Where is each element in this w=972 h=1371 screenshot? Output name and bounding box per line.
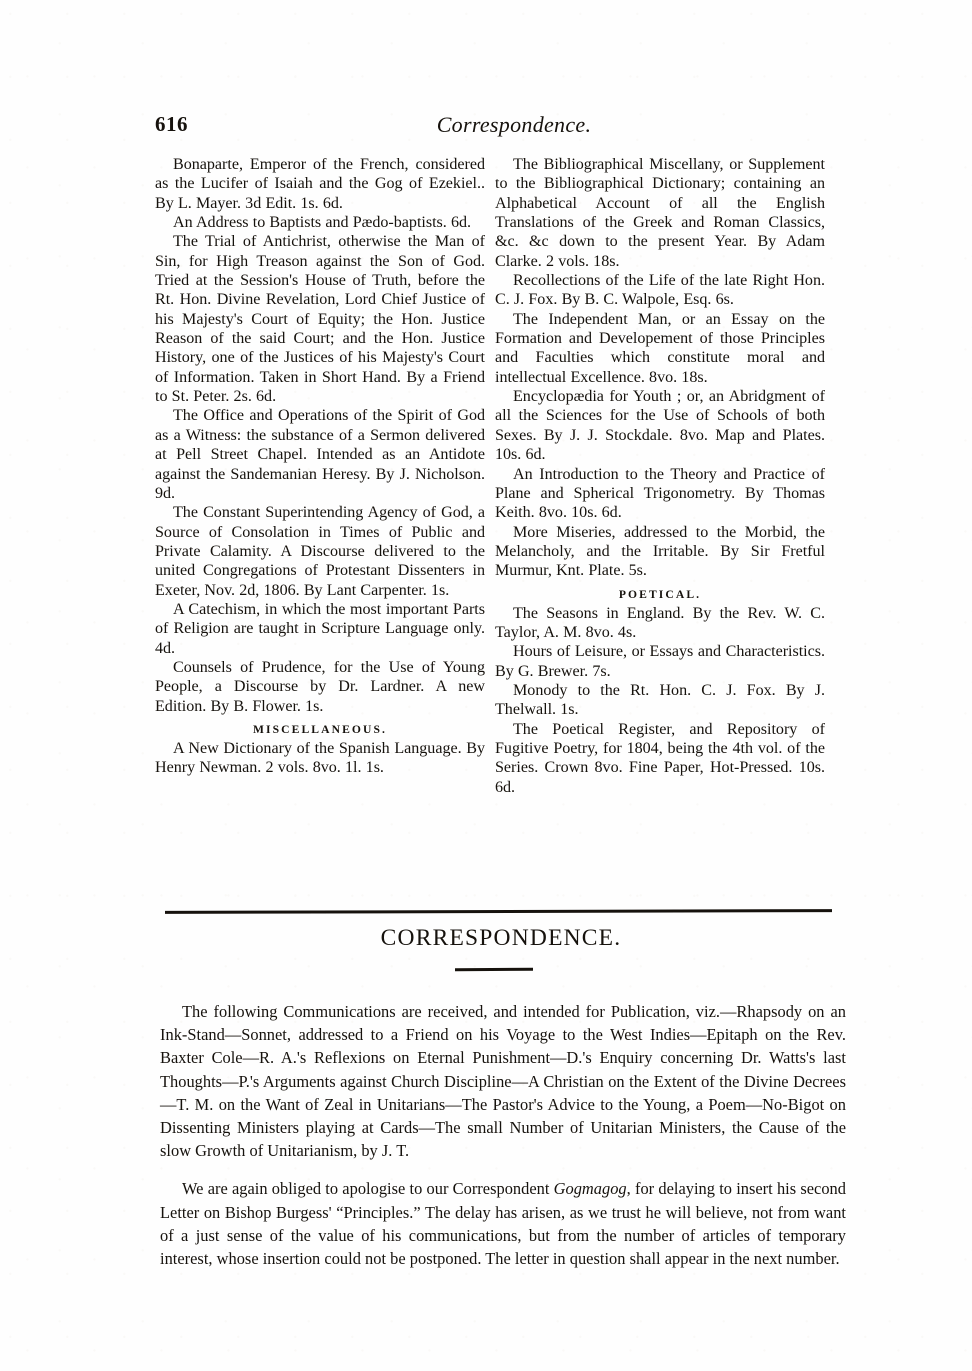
book-list-entry: Hours of Leisure, or Essays and Characteristics. By G. Brewer. 7s.	[495, 643, 825, 680]
book-list-entry: The Poetical Register, and Repository of Fugitive Poetry, for 1804, being the 4th vol. of the Series. Crown 8vo. Fine Paper, Hot-Pressed. 10s. 6d.	[495, 720, 825, 796]
book-list-entry: Encyclopædia for Youth ; or, an Abridgment of all the Sciences for the Use of Schools of both Sexes. By J. J. Stockdale. 8vo. Map and Plates. 10s. 6d.	[495, 388, 825, 464]
book-list-entry: Bonaparte, Emperor of the French, considered as the Lucifer of Isaiah and the Gog of Ezekiel.. By L. Mayer. 3d Edit. 1s. 6d.	[155, 156, 485, 212]
correspondence-body	[160, 1000, 846, 1270]
book-list-entry: An Address to Baptists and Pædo-baptists. 6d.	[173, 214, 472, 232]
running-title: Correspondence.	[436, 112, 592, 137]
book-list-entry: The Trial of Antichrist, otherwise the Man of Sin, for High Treason against the Son of God. Tried at the Session's House of Truth, before the Rt. Hon. Divine Revelation, Lord Chief Justice of his Majesty's Court of Equity; the Hon. Justice Reason of the said Court; and the Hon. Justice History, one of the Justices of his Majesty's Court of Information. Taken in Short Hand. By a Friend to St. Peter. 2s. 6d.	[155, 233, 485, 406]
paragraph-2-tail: , for delaying to insert his second Letter on Bishop Burgess' “Principles.” The delay has arisen, as we trust he will believe, not from want of a just sense of the value of his communications, but from the number of articles of temporary interest, whose insertion could not be postponed. The letter in question shall appear in the next number.	[160, 1179, 846, 1269]
book-list-columns	[155, 155, 845, 895]
correspondence-paragraph-1: The following Communications are received, and intended for Publication, viz.—Rhapsody on an Ink-Stand—Sonnet, addressed to a Friend on his Voyage to the West Indies—Epitaph on the Rev. Baxter Cole—R. A.'s Reflexions on Eternal Punishment—D.'s Enquiry concerning Dr. Watts's last Thoughts—P.'s Arguments against Church Discipline—A Christian on the Extent of the Divine Decrees—T. M. on the Want of Zeal in Unitarians—The Pastor's Advice to the Young, a Poem—No-Bigot on Dissenting Ministers playing at Cards—The small Number of Unitarian Ministers, the Cause of the slow Growth of Unitarianism, by J. T.	[160, 1002, 846, 1161]
book-list-subhead: MISCELLANEOUS.	[252, 722, 388, 736]
correspondence-heading: CORRESPONDENCE.	[380, 925, 622, 951]
book-list-left-column	[155, 155, 485, 778]
section-divider-rule	[165, 909, 832, 913]
correspondence-paragraph-2	[160, 1177, 846, 1270]
correspondent-pseudonym: Gogmagog	[553, 1179, 627, 1199]
book-list-entry: The Constant Superintending Agency of God, a Source of Consolation in Times of Public and Private Calamity. A Discourse delivered to the united Congregations of Protestant Dissenters in Exeter, Nov. 2d, 1806. By Lant Carpenter. 1s.	[155, 504, 485, 599]
book-list-entry: The Independent Man, or an Essay on the Formation and Developement of those Principles and Faculties which constitute moral and intellectual Excellence. 8vo. 18s.	[495, 310, 825, 386]
book-list-entry: Counsels of Prudence, for the Use of Young People, a Discourse by Dr. Lardner. A new Edition. By B. Flower. 1s.	[155, 658, 485, 715]
page-number: 616	[155, 112, 188, 136]
book-list-entry: A Catechism, in which the most important Parts of Religion are taught in Scripture Language only. 4d.	[155, 600, 485, 657]
book-list-entry: Recollections of the Life of the late Right Hon. C. J. Fox. By B. C. Walpole, Esq. 6s.	[495, 272, 825, 309]
book-list-entry: An Introduction to the Theory and Practice of Plane and Spherical Trigonometry. By Thomas Keith. 8vo. 10s. 6d.	[495, 465, 825, 522]
book-list-entry: The Office and Operations of the Spirit of God as a Witness: the substance of a Sermon delivered at Pell Street Chapel. Intended as an Antidote against the Sandemanian Heresy. By J. Nicholson. 9d.	[155, 407, 485, 502]
book-list-entry: Monody to the Rt. Hon. C. J. Fox. By J. Thelwall. 1s.	[495, 681, 825, 719]
book-list-subhead: POETICAL.	[618, 587, 702, 601]
paragraph-2-lead: We are again obliged to apologise to our Correspondent	[182, 1179, 554, 1199]
book-list-entry: More Miseries, addressed to the Morbid, the Melancholy, and the Irritable. By Sir Fretful Murmur, Knt. Plate. 5s.	[495, 523, 825, 580]
book-list-entry: The Bibliographical Miscellany, or Supplement to the Bibliographical Dictionary; containing an Alphabetical Account of all the English Translations of the Greek and Roman Classics, &c. &c down to the present Year. By Adam Clarke. 2 vols. 18s.	[495, 156, 825, 270]
book-list-entry: A New Dictionary of the Spanish Language. By Henry Newman. 2 vols. 8vo. 1l. 1s.	[155, 739, 485, 777]
heading-ornament-rule	[455, 968, 533, 971]
book-list-right-column	[495, 155, 825, 797]
book-list-entry: The Seasons in England. By the Rev. W. C. Taylor, A. M. 8vo. 4s.	[495, 604, 825, 641]
running-head	[155, 112, 845, 142]
